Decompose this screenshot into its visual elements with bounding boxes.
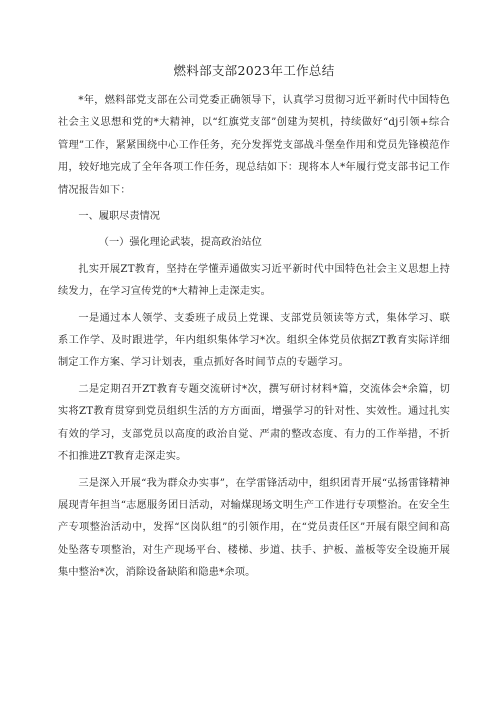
document-page — [58, 62, 450, 589]
body-paragraph: 三是深入开展“我为群众办实事”，在学雷锋活动中，组织团青开展“弘扬雷锋精神展现青年担当“志愿服务团日活动，对输煤现场文明生产工作进行专项整治。在安全生产专项整治活动中，发挥“区岗队组”的引领作用，在“党员责任区”开展有限空间和高处坠落专项整治，对生产现场平台、楼梯、步道、扶手、护板、盖板等安全设施开展集中整治*次，消除设备缺陷和隐患*余项。 — [58, 477, 450, 579]
section-heading: 一、履职尽责情况 — [78, 211, 160, 223]
body-paragraph: 一是通过本人领学、支委班子成员上党课、支部党员领读等方式，集体学习、联系工作学、及时跟进学，年内组织集体学习*次。组织全体党员依据ZT教育实际详细制定工作方案、学习计划表，重点抓好各时间节点的专题学习。 — [58, 312, 450, 369]
body-paragraph: 扎实开展ZT教育，坚持在学懂弄通做实习近平新时代中国特色社会主义思想上持续发力，在学习宣传党的*大精神上走深走实。 — [58, 263, 450, 298]
subsection-heading: （一）强化理论武装，提高政治站位 — [98, 237, 262, 249]
document-title: 燃料部支部2023年工作总结 — [173, 63, 335, 78]
intro-paragraph: *年，燃料部党支部在公司党委正确领导下，认真学习贯彻习近平新时代中国特色社会主义思想和党的*大精神，以“红旗党支部”创建为契机，持续做好“dj引领+综合管理”工作，紧紧围绕中心工作任务，充分发挥党支部战斗堡垒作用和党员先锋模范作用，较好地完成了全年各项工作任务，现总结如下：现将本人*年履行党支部书记工作情况报告如下： — [58, 95, 450, 196]
body-paragraph: 二是定期召开ZT教育专题交流研讨*次，撰写研讨材料*篇，交流体会*余篇，切实将ZT教育贯穿到党员组织生活的方方面面，增强学习的针对性、实效性。通过扎实有效的学习，支部党员以高度的政治自觉、严肃的整改态度、有力的工作举措，不折不扣推进ZT教育走深走实。 — [58, 383, 450, 463]
